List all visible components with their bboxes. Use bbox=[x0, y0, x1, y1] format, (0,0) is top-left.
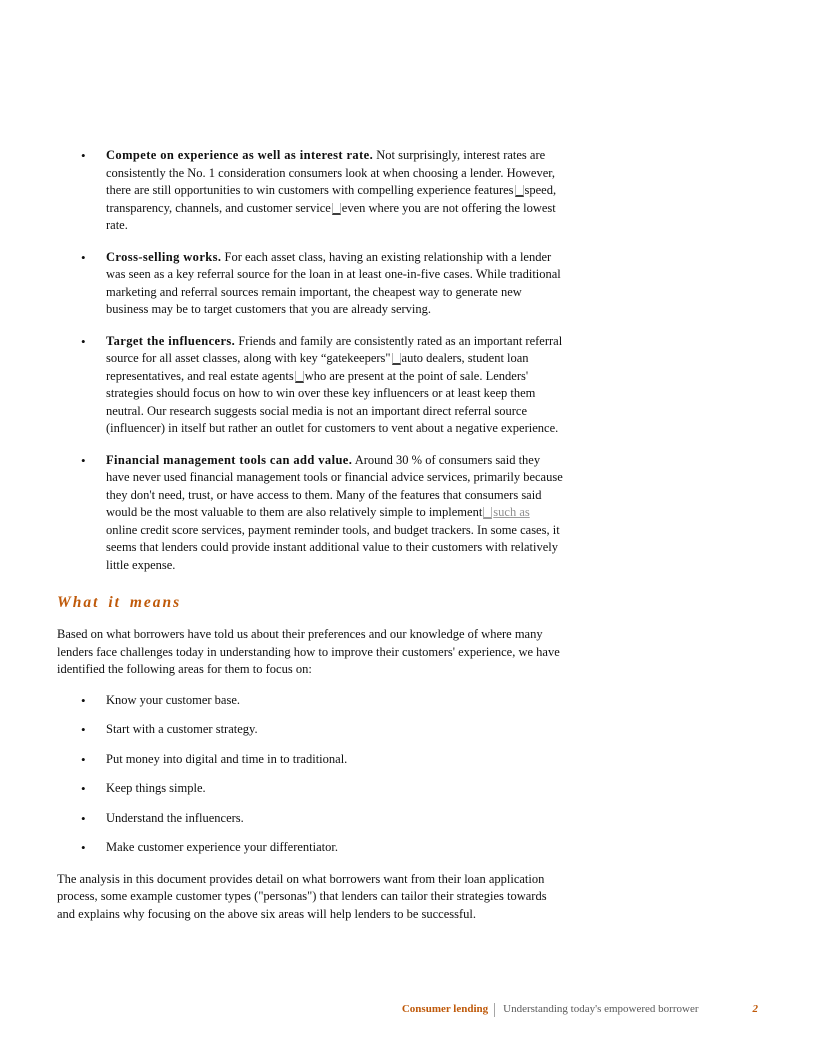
emdash-missing-glyph bbox=[515, 185, 524, 197]
inserted-text: such as bbox=[493, 505, 530, 519]
footer-section-label: Consumer lending bbox=[401, 1003, 489, 1015]
bullet-text: auto dealers, student loan representatives, and real estate agents bbox=[106, 351, 529, 383]
key-findings-list bbox=[57, 147, 563, 574]
bullet-lead: Compete on experience as well as interest rate. bbox=[106, 148, 374, 162]
intro-paragraph: Based on what borrowers have told us about their preferences and our knowledge of where many lenders face challenges today in understanding how to improve their customers' experience, we have identified the following areas for them to focus on: bbox=[57, 627, 560, 676]
footer-divider bbox=[494, 1003, 495, 1017]
bullet-text: For each asset class, having an existing relationship with a lender was seen as a key referral source for the loan in at least one-in-five cases. While traditional marketing and referral sources remain important, the cheapest way to generate new business may be to target customers that you are already serving. bbox=[106, 249, 561, 316]
bullet-lead: Financial management tools can add value. bbox=[106, 452, 353, 467]
list-item-text: Know your customer base. bbox=[106, 692, 240, 707]
focus-item-understand-influencers bbox=[57, 810, 563, 828]
bullet-text: Friends and family are consistently rated as an important referral source for all asset classes, along with key “gatekeepers" bbox=[106, 333, 563, 365]
emdash-missing-glyph bbox=[392, 353, 401, 365]
list-item-text: Put money into digital and time in to traditional. bbox=[106, 751, 348, 766]
list-item-text: Keep things simple. bbox=[106, 781, 206, 795]
page-number: 2 bbox=[752, 1003, 758, 1015]
focus-item-keep-simple bbox=[57, 780, 563, 798]
bullet-lead: Target the influencers. bbox=[106, 333, 236, 348]
list-item-text: Make customer experience your differentiator. bbox=[106, 840, 338, 854]
finding-compete-on-experience bbox=[57, 147, 563, 235]
section-heading-what-it-means: What it means bbox=[57, 594, 182, 611]
focus-item-know-customer-base bbox=[57, 692, 563, 710]
bullet-text: online credit score services, payment reminder tools, and budget trackers. In some cases, it seems that lenders could provide instant additional value to their customers with relatively little expense. bbox=[106, 522, 560, 572]
footer-doc-title: Understanding today's empowered borrower bbox=[503, 1003, 699, 1015]
finding-financial-tools bbox=[57, 452, 563, 575]
document-body bbox=[57, 147, 563, 936]
list-item-text: Understand the influencers. bbox=[106, 810, 244, 825]
closing-paragraph: The analysis in this document provides detail on what borrowers want from their loan application process, some example customer types ("personas") that lenders can tailor their strategies towards and explains why focusing on the above six areas will help lenders to be successful. bbox=[57, 871, 547, 921]
page-footer bbox=[57, 1002, 758, 1017]
bullet-text: Around 30 % of consumers said they have never used financial management tools or financial advice services, primarily because they don't need, trust, or have access to them. Many of the features that consumers said would be the most valuable to them are also relatively simple to implement bbox=[106, 452, 563, 519]
focus-item-digital-traditional bbox=[57, 751, 563, 769]
focus-areas-list bbox=[57, 692, 563, 857]
bullet-text: who are present at the point of sale. Lenders' strategies should focus on how to win over these key influencers or at least keep them neutral. Our research suggests social media is not an important direct referral source (influencer) in itself but rather an outlet for customers to vent about a negative experience. bbox=[106, 368, 559, 435]
bullet-text: even where you are not offering the lowest rate. bbox=[106, 200, 556, 232]
bullet-text: Not surprisingly, interest rates are consistently the No. 1 consideration consumers look at when choosing a lender. However, there are still opportunities to win customers with compelling experience features bbox=[106, 148, 556, 197]
bullet-lead: Cross-selling works. bbox=[106, 249, 222, 264]
bullet-text: speed, transparency, channels, and customer service bbox=[106, 183, 557, 215]
list-item-text: Start with a customer strategy. bbox=[106, 722, 258, 736]
emdash-missing-glyph bbox=[332, 203, 341, 215]
finding-cross-selling bbox=[57, 249, 563, 319]
emdash-missing-glyph bbox=[483, 507, 492, 519]
focus-item-customer-strategy bbox=[57, 721, 563, 739]
finding-target-influencers bbox=[57, 333, 563, 438]
emdash-missing-glyph bbox=[295, 371, 304, 383]
focus-item-customer-experience bbox=[57, 839, 563, 857]
